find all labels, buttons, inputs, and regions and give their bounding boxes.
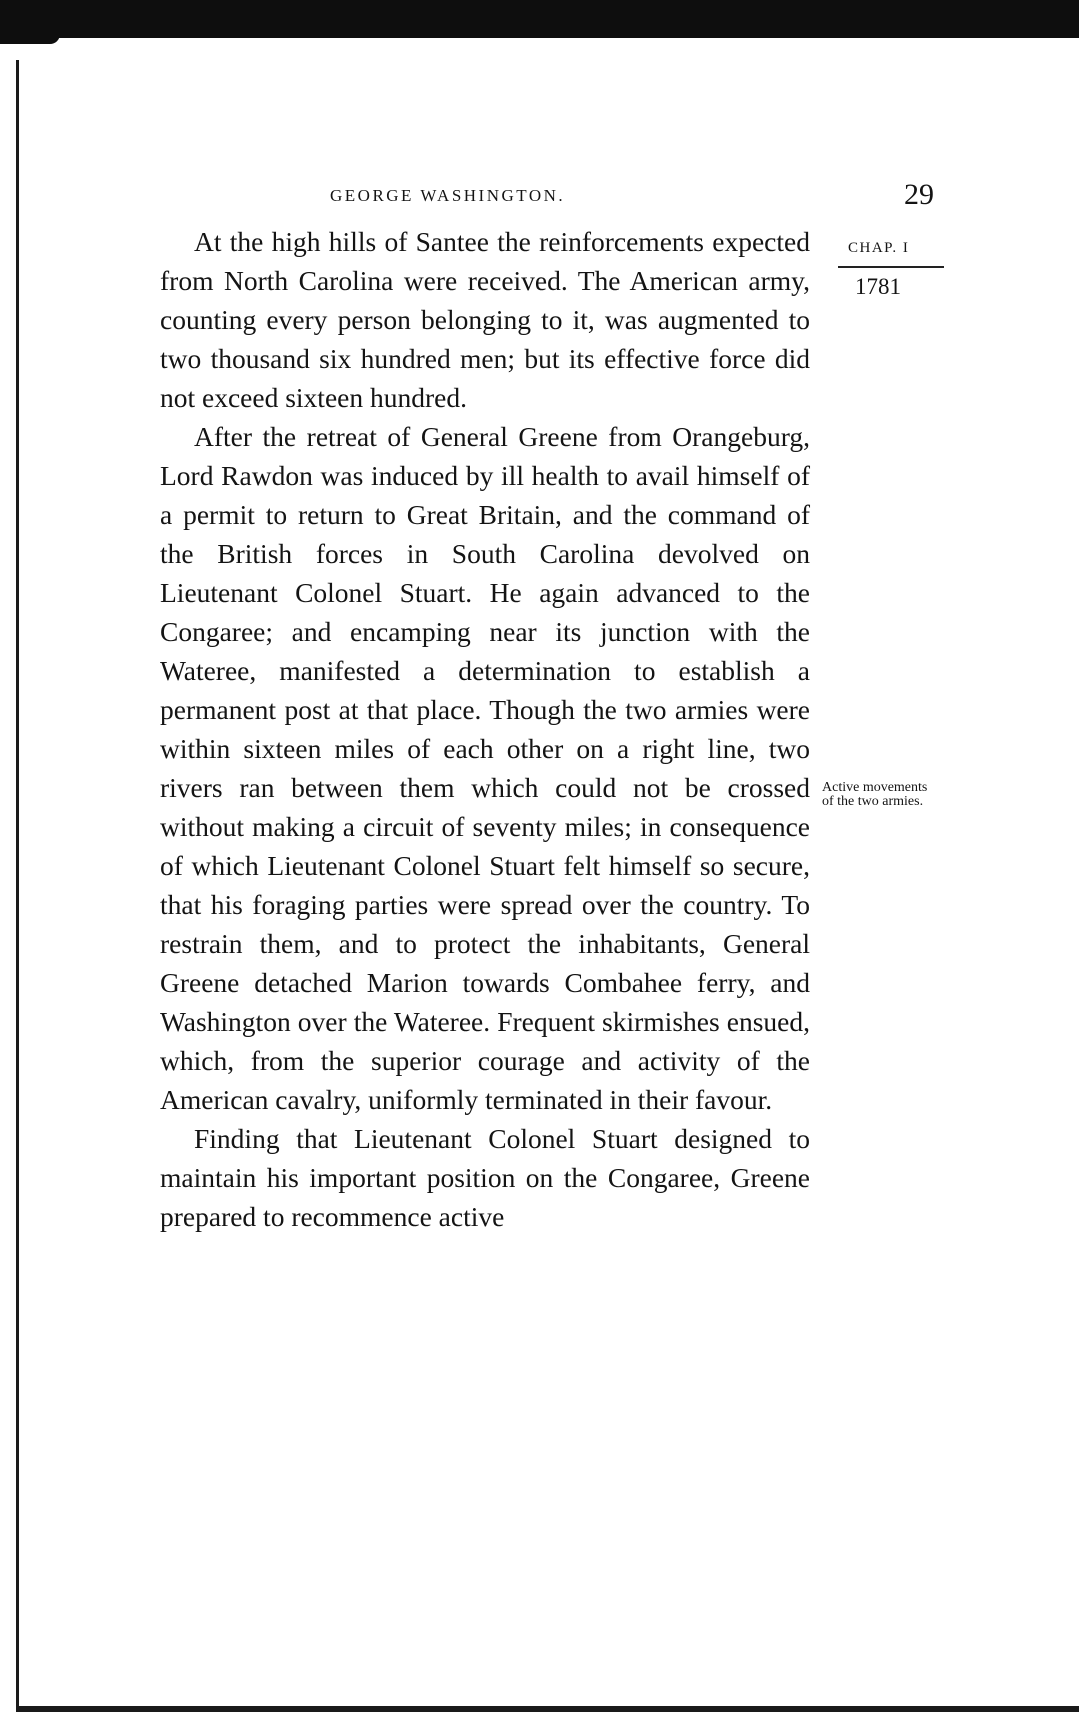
paragraph: Finding that Lieutenant Colonel Stuart designed to maintain his important position on the Congaree, Greene prepared to recommence active bbox=[160, 1123, 810, 1232]
running-head: GEORGE WASHINGTON. bbox=[330, 186, 566, 205]
paragraph: At the high hills of Santee the reinforcements expected from North Carolina were received. The American army, counting every person belonging to it, was augmented to two thousand six hundred men; but its effective force did not exceed sixteen hundred. bbox=[160, 226, 810, 413]
body-text bbox=[160, 222, 810, 1236]
scan-bottom-border bbox=[16, 1706, 1079, 1712]
margin-year: 1781 bbox=[855, 274, 901, 299]
paragraph: After the retreat of General Greene from Orangeburg, Lord Rawdon was induced by ill health to avail himself of a permit to return to Great Britain, and the command of the British forces in South Carolina devolved on Lieutenant Colonel Stuart. He again advanced to the Congaree; and encamping near its junction with the Wateree, manifested a determination to establish a permanent post at that place. Though the two armies were within sixteen miles of each other on a right line, two rivers ran between them which could not be crossed without making a circuit of seventy miles; in consequence of which Lieutenant Colonel Stuart felt himself so secure, that his foraging parties were spread over the country. To restrain them, and to protect the inhabitants, General Greene detached Marion towards Combahee ferry, and Washington over the Wateree. Frequent skirmishes ensued, which, from the superior courage and activity of the American cavalry, uniformly terminated in their favour. bbox=[160, 421, 810, 1115]
scan-top-border bbox=[0, 0, 1079, 38]
scan-top-border-edge bbox=[0, 34, 60, 44]
margin-chapter-label: CHAP. I bbox=[848, 240, 910, 256]
scan-binding-edge bbox=[16, 60, 19, 1710]
page-number: 29 bbox=[904, 178, 934, 211]
margin-rule bbox=[838, 266, 944, 268]
margin-sidenote: Active movements of the two armies. bbox=[822, 780, 928, 809]
